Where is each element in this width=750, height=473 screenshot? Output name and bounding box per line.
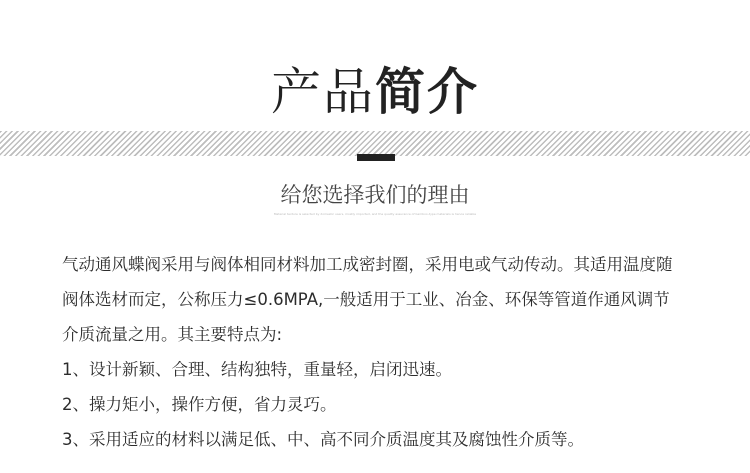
feature-item-3: 3、采用适应的材料以满足低、中、高不同介质温度其及腐蚀性介质等。 bbox=[62, 430, 584, 449]
feature-item-2: 2、操力矩小，操作方便，省力灵巧。 bbox=[62, 395, 337, 414]
title-part-2: 简介 bbox=[375, 63, 479, 121]
page-title bbox=[0, 62, 750, 122]
section-subtitle: 给您选择我们的理由 bbox=[280, 183, 470, 207]
paragraph-line-3: 介质流量之用。其主要特点为: bbox=[62, 325, 283, 344]
diagonal-stripe-divider bbox=[0, 131, 750, 156]
title-part-1: 产品 bbox=[271, 63, 375, 121]
accent-bar bbox=[357, 154, 395, 161]
product-description bbox=[62, 247, 702, 457]
feature-item-1: 1、设计新颖、合理、结构独特，重量轻，启闭迅速。 bbox=[62, 360, 452, 379]
paragraph-line-2: 阀体选材而定，公称压力≤0.6MPA,一般适用于工业、冶金、环保等管道作通风调节 bbox=[62, 290, 670, 309]
paragraph-line-1: 气动通风蝶阀采用与阀体相同材料加工成密封圈，采用电或气动传动。其适用温度随 bbox=[62, 255, 673, 274]
tiny-caption: Material texture is selected by domestic users, mostly imported, and the quality assurance of bamboo-type materials is hence reliable bbox=[273, 212, 477, 216]
